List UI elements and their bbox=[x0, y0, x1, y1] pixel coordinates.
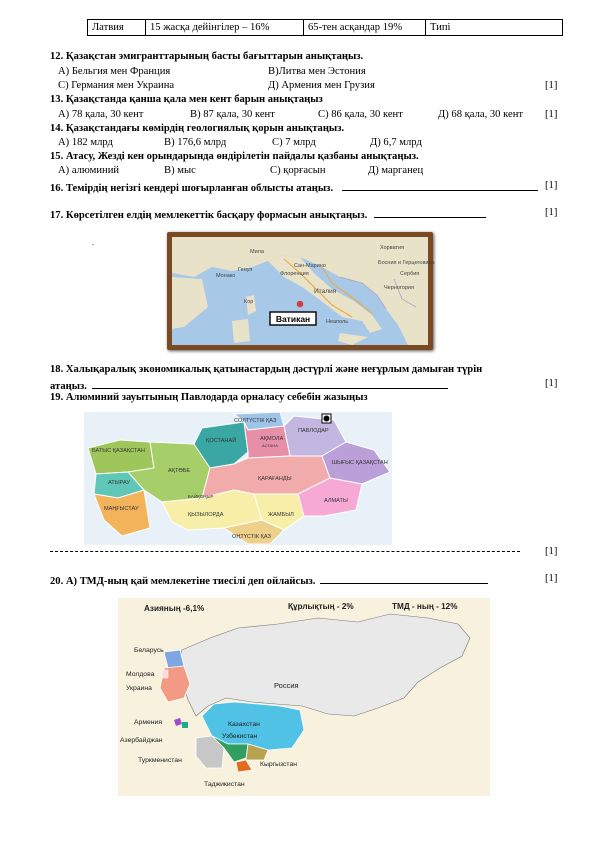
country-label: Туркменистан bbox=[138, 757, 182, 764]
country-label: Азербайджан bbox=[120, 737, 163, 744]
map-label: Сербия bbox=[400, 271, 420, 277]
country-label: Украина bbox=[126, 685, 152, 692]
question-14: 14. Қазақстандағы көмірдің геологиялық қорын анықтаңыз. bbox=[50, 123, 345, 134]
country-label: Армения bbox=[134, 719, 162, 726]
question-19: 19. Алюминий зауытының Павлодарда орналасу себебін жазыңыз bbox=[50, 392, 368, 403]
mark: [1] bbox=[545, 109, 558, 120]
region-label: ПАВЛОДАР bbox=[298, 428, 329, 434]
question-17-text: 17. Көрсетілген елдің мемлекеттік басқару формасын анықтаңыз. bbox=[50, 210, 368, 221]
map-label: Сан-Марино bbox=[294, 263, 326, 269]
country-label: Казахстан bbox=[228, 721, 260, 728]
table-cell: Латвия bbox=[88, 20, 146, 36]
country-label: Таджикистан bbox=[204, 781, 245, 788]
option-a: А) Бельгия мен Франция bbox=[58, 66, 171, 77]
option-c: С) 86 қала, 30 кент bbox=[318, 109, 403, 120]
kazakhstan-map bbox=[84, 412, 392, 545]
question-20-text: 20. А) ТМД-ның қай мемлекетіне тиесілі деп ойлайсыз. bbox=[50, 576, 316, 587]
map-label: Генуя bbox=[238, 267, 253, 273]
question-18-line2 bbox=[50, 378, 448, 392]
map-label: Неаполь bbox=[326, 319, 349, 325]
region-label: БАЙҚОҢЫР bbox=[188, 494, 214, 499]
region-label: ҚЫЗЫЛОРДА bbox=[188, 512, 224, 518]
mark: [1] bbox=[545, 573, 558, 584]
option-d: Д) 6,7 млрд bbox=[370, 137, 422, 148]
option-c: С) Германия мен Украина bbox=[58, 80, 175, 91]
map-label: Черногория bbox=[384, 285, 414, 291]
header-label: Құрлықтың - 2% bbox=[288, 602, 354, 611]
table-cell: Типі bbox=[426, 20, 563, 36]
map-label: Флоренция bbox=[280, 271, 309, 277]
region-label: СОЛТҮСТІК ҚАЗ bbox=[234, 418, 277, 424]
mark: [1] bbox=[545, 80, 558, 91]
option-d: Д) марганец bbox=[368, 165, 424, 176]
region-label: ЖАМБЫЛ bbox=[268, 512, 294, 518]
vatican-label: Ватикан bbox=[275, 314, 311, 324]
mark: [1] bbox=[545, 378, 558, 389]
option-b: В) 87 қала, 30 кент bbox=[190, 109, 275, 120]
option-c: С) қорғасын bbox=[270, 165, 326, 176]
option-b: В)Литва мен Эстония bbox=[268, 66, 366, 77]
table-cell: 15 жасқа дейінгілер – 16% bbox=[146, 20, 304, 36]
region-label: АҚМОЛА bbox=[260, 436, 284, 442]
answer-line[interactable] bbox=[374, 207, 486, 218]
dot-mark: . bbox=[92, 238, 94, 247]
region-label: БАТЫС ҚАЗАҚСТАН bbox=[92, 448, 145, 454]
option-a: А) алюминий bbox=[58, 165, 120, 176]
region-label: ОҢТҮСТІК ҚАЗ bbox=[232, 534, 271, 540]
question-16-text: 16. Темірдің негізгі кендері шоғырланған облысты атаңыз. bbox=[50, 183, 334, 194]
question-15: 15. Атасу, Жезді кен орындарында өндірілетін пайдалы қазбаны анықтаңыз. bbox=[50, 151, 419, 162]
country-label: Россия bbox=[274, 681, 299, 690]
italy-map bbox=[167, 232, 433, 350]
answer-line[interactable] bbox=[342, 180, 538, 191]
table-cell: 65-тен асқандар 19% bbox=[304, 20, 426, 36]
map-label: Монако bbox=[216, 273, 236, 279]
map-label: Хорватия bbox=[380, 245, 405, 251]
region-label: АСТАНА bbox=[262, 443, 278, 448]
option-d: Д) Армения мен Грузия bbox=[268, 80, 375, 91]
question-16 bbox=[50, 180, 538, 194]
map-label: Мила bbox=[250, 249, 264, 255]
option-c: С) 7 млрд bbox=[272, 137, 316, 148]
region-label: АТЫРАУ bbox=[108, 480, 131, 486]
question-17 bbox=[50, 207, 486, 221]
map-label: Кор bbox=[244, 299, 254, 305]
country-table bbox=[87, 19, 563, 36]
option-b: В) мыс bbox=[164, 165, 196, 176]
mark: [1] bbox=[545, 207, 558, 218]
question-20 bbox=[50, 573, 488, 587]
mark: [1] bbox=[545, 180, 558, 191]
table-row bbox=[88, 20, 563, 36]
map-label: Италия bbox=[314, 288, 337, 295]
cis-map bbox=[118, 598, 490, 796]
country-label: Кыргызстан bbox=[260, 761, 297, 768]
country-label: Узбекистан bbox=[222, 733, 258, 740]
answer-line[interactable] bbox=[320, 573, 488, 584]
option-d: Д) 68 қала, 30 кент bbox=[438, 109, 523, 120]
region-label: АЛМАТЫ bbox=[324, 498, 348, 504]
question-18-text: атаңыз. bbox=[50, 381, 87, 392]
header-label: Азияның -6,1% bbox=[144, 604, 205, 613]
question-18: 18. Халықаралық экономикалық қатынастардың дәстүрлі және неғұрлым дамыған түрін bbox=[50, 364, 483, 375]
option-b: В) 176,6 млрд bbox=[164, 137, 227, 148]
italy-map-image bbox=[172, 237, 435, 345]
answer-line[interactable] bbox=[92, 378, 448, 389]
location-pin-icon bbox=[297, 301, 304, 308]
answer-line[interactable] bbox=[50, 550, 520, 552]
country-label: Беларусь bbox=[134, 647, 164, 654]
question-12: 12. Қазақстан эмигранттарының басты бағыттарын анықтаңыз. bbox=[50, 51, 364, 62]
mark: [1] bbox=[545, 546, 558, 557]
map-label: Босния и Герцеговина bbox=[378, 260, 435, 266]
option-a: А) 182 млрд bbox=[58, 137, 113, 148]
country-label: Молдова bbox=[126, 671, 155, 678]
header-label: ТМД - ның - 12% bbox=[392, 602, 458, 611]
region-label: МАҢҒЫСТАУ bbox=[104, 506, 139, 512]
option-a: А) 78 қала, 30 кент bbox=[58, 109, 144, 120]
region-label: ШЫҒЫС ҚАЗАҚСТАН bbox=[332, 460, 388, 466]
marker-dot-icon bbox=[324, 416, 330, 422]
question-13: 13. Қазақстанда қанша қала мен кент барын анықтаңыз bbox=[50, 94, 323, 105]
region-label: ҚОСТАНАЙ bbox=[206, 438, 237, 444]
region-label: ҚАРАҒАНДЫ bbox=[258, 476, 292, 482]
region-label: АҚТӨБЕ bbox=[168, 468, 191, 474]
